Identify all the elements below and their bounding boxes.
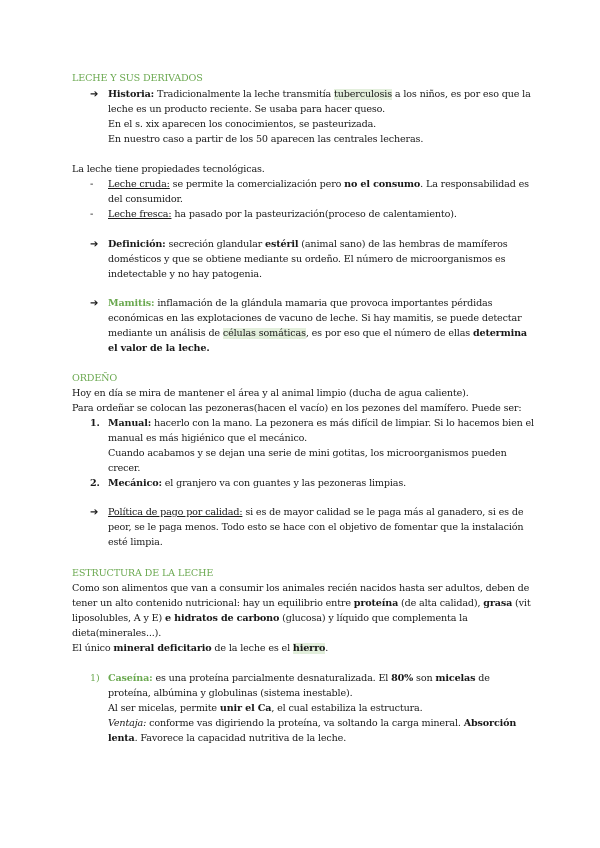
historia-line-3: En el s. xix aparecen los conocimientos, se pasteurizada. [108, 119, 377, 130]
estructura-line-3: liposolubles, A y E) e hidratos de carbono (glucosa) y líquido que complementa la [72, 613, 468, 624]
mamitis-line-3: mediante un análisis de células somáticas, es por eso que el número de ellas determina [108, 328, 527, 339]
politica-line-2: peor, se le paga menos. Todo esto se hace con el objetivo de fomentar que la instalación [108, 522, 524, 533]
dash-bullet: - [90, 179, 94, 190]
propiedades-text: La leche tiene propiedades tecnológicas. [72, 164, 265, 175]
caseina-line-4: Ventaja: conforme vas digiriendo la proteína, va soltando la carga mineral. Absorción [108, 718, 517, 729]
definicion-line-3: indetectable y no hay patogenia. [108, 269, 262, 280]
politica-line-1: Política de pago por calidad: si es de mayor calidad se le paga más al ganadero, si es de [108, 507, 524, 518]
caseina-line-5: lenta. Favorece la capacidad nutritiva de la leche. [108, 733, 347, 744]
section-title-estructura: ESTRUCTURA DE LA LECHE [72, 568, 214, 579]
definicion-line-1: Definición: secreción glandular estéril (animal sano) de las hembras de mamíferos [108, 239, 508, 250]
caseina-line-2: proteína, albúmina y globulinas (sistema inestable). [108, 688, 353, 699]
manual-line-4: crecer. [108, 463, 141, 474]
mamitis-line-4: el valor de la leche. [108, 343, 210, 354]
leche-cruda-line-1: Leche cruda: se permite la comercialización pero no el consumo. La responsabilidad es [108, 179, 529, 190]
definicion-line-2: domésticos y que se obtiene mediante su ordeño. El número de microorganismos es [108, 254, 506, 265]
caseina-line-1: Caseína: es una proteína parcialmente desnaturalizada. El 80% son micelas de [108, 673, 490, 684]
list-number: 1) [90, 673, 100, 684]
arrow-bullet-icon: ➔ [90, 507, 99, 518]
manual-line-3: Cuando acabamos y se dejan una serie de mini gotitas, los microorganismos pueden [108, 448, 507, 459]
list-number: 2. [90, 478, 100, 489]
mamitis-line-2: económicas en las explotaciones de vacuno de leche. Si hay mamitis, se puede detectar [108, 313, 522, 324]
mamitis-line-1: Mamitis: inflamación de la glándula mamaria que provoca importantes pérdidas [108, 298, 493, 309]
ordeno-paragraph-2: Para ordeñar se colocan las pezoneras(hacen el vacío) en los pezones del mamífero. Puede ser: [72, 403, 522, 414]
section-title-ordeno: ORDEÑO [72, 373, 118, 384]
estructura-line-1: Como son alimentos que van a consumir los animales recién nacidos hasta ser adultos, deben de [72, 583, 530, 594]
section-title-leche: LECHE Y SUS DERIVADOS [72, 73, 203, 84]
manual-line-2: manual es más higiénico que el mecánico. [108, 433, 308, 444]
historia-line-1: Historia: Tradicionalmente la leche transmitía tuberculosis a los niños, es por eso que la [108, 89, 531, 100]
estructura-line-4: dieta(minerales...). [72, 628, 162, 639]
arrow-bullet-icon: ➔ [90, 89, 99, 100]
mecanico-line: Mecánico: el granjero va con guantes y las pezoneras limpias. [108, 478, 407, 489]
estructura-line-2: tener un alto contenido nutricional: hay un equilibrio entre proteína (de alta calidad), grasa (vit [72, 598, 531, 609]
politica-line-3: esté limpia. [108, 537, 163, 548]
manual-line-1: Manual: hacerlo con la mano. La pezonera es más difícil de limpiar. Si lo hacemos bien el [108, 418, 534, 429]
historia-line-2: leche es un producto reciente. Se usaba para hacer queso. [108, 104, 386, 115]
leche-fresca-line: Leche fresca: ha pasado por la pasteurización(proceso de calentamiento). [108, 209, 457, 220]
ordeno-paragraph-1: Hoy en día se mira de mantener el área y al animal limpio (ducha de agua caliente). [72, 388, 469, 399]
dash-bullet: - [90, 209, 94, 220]
list-number: 1. [90, 418, 100, 429]
mineral-deficitario-line: El único mineral deficitario de la leche es el hierro. [72, 643, 329, 654]
historia-line-4: En nuestro caso a partir de los 50 aparecen las centrales lecheras. [108, 134, 424, 145]
caseina-line-3: Al ser micelas, permite unir el Ca, el cual estabiliza la estructura. [108, 703, 423, 714]
arrow-bullet-icon: ➔ [90, 298, 99, 309]
leche-cruda-line-2: del consumidor. [108, 194, 183, 205]
arrow-bullet-icon: ➔ [90, 239, 99, 250]
